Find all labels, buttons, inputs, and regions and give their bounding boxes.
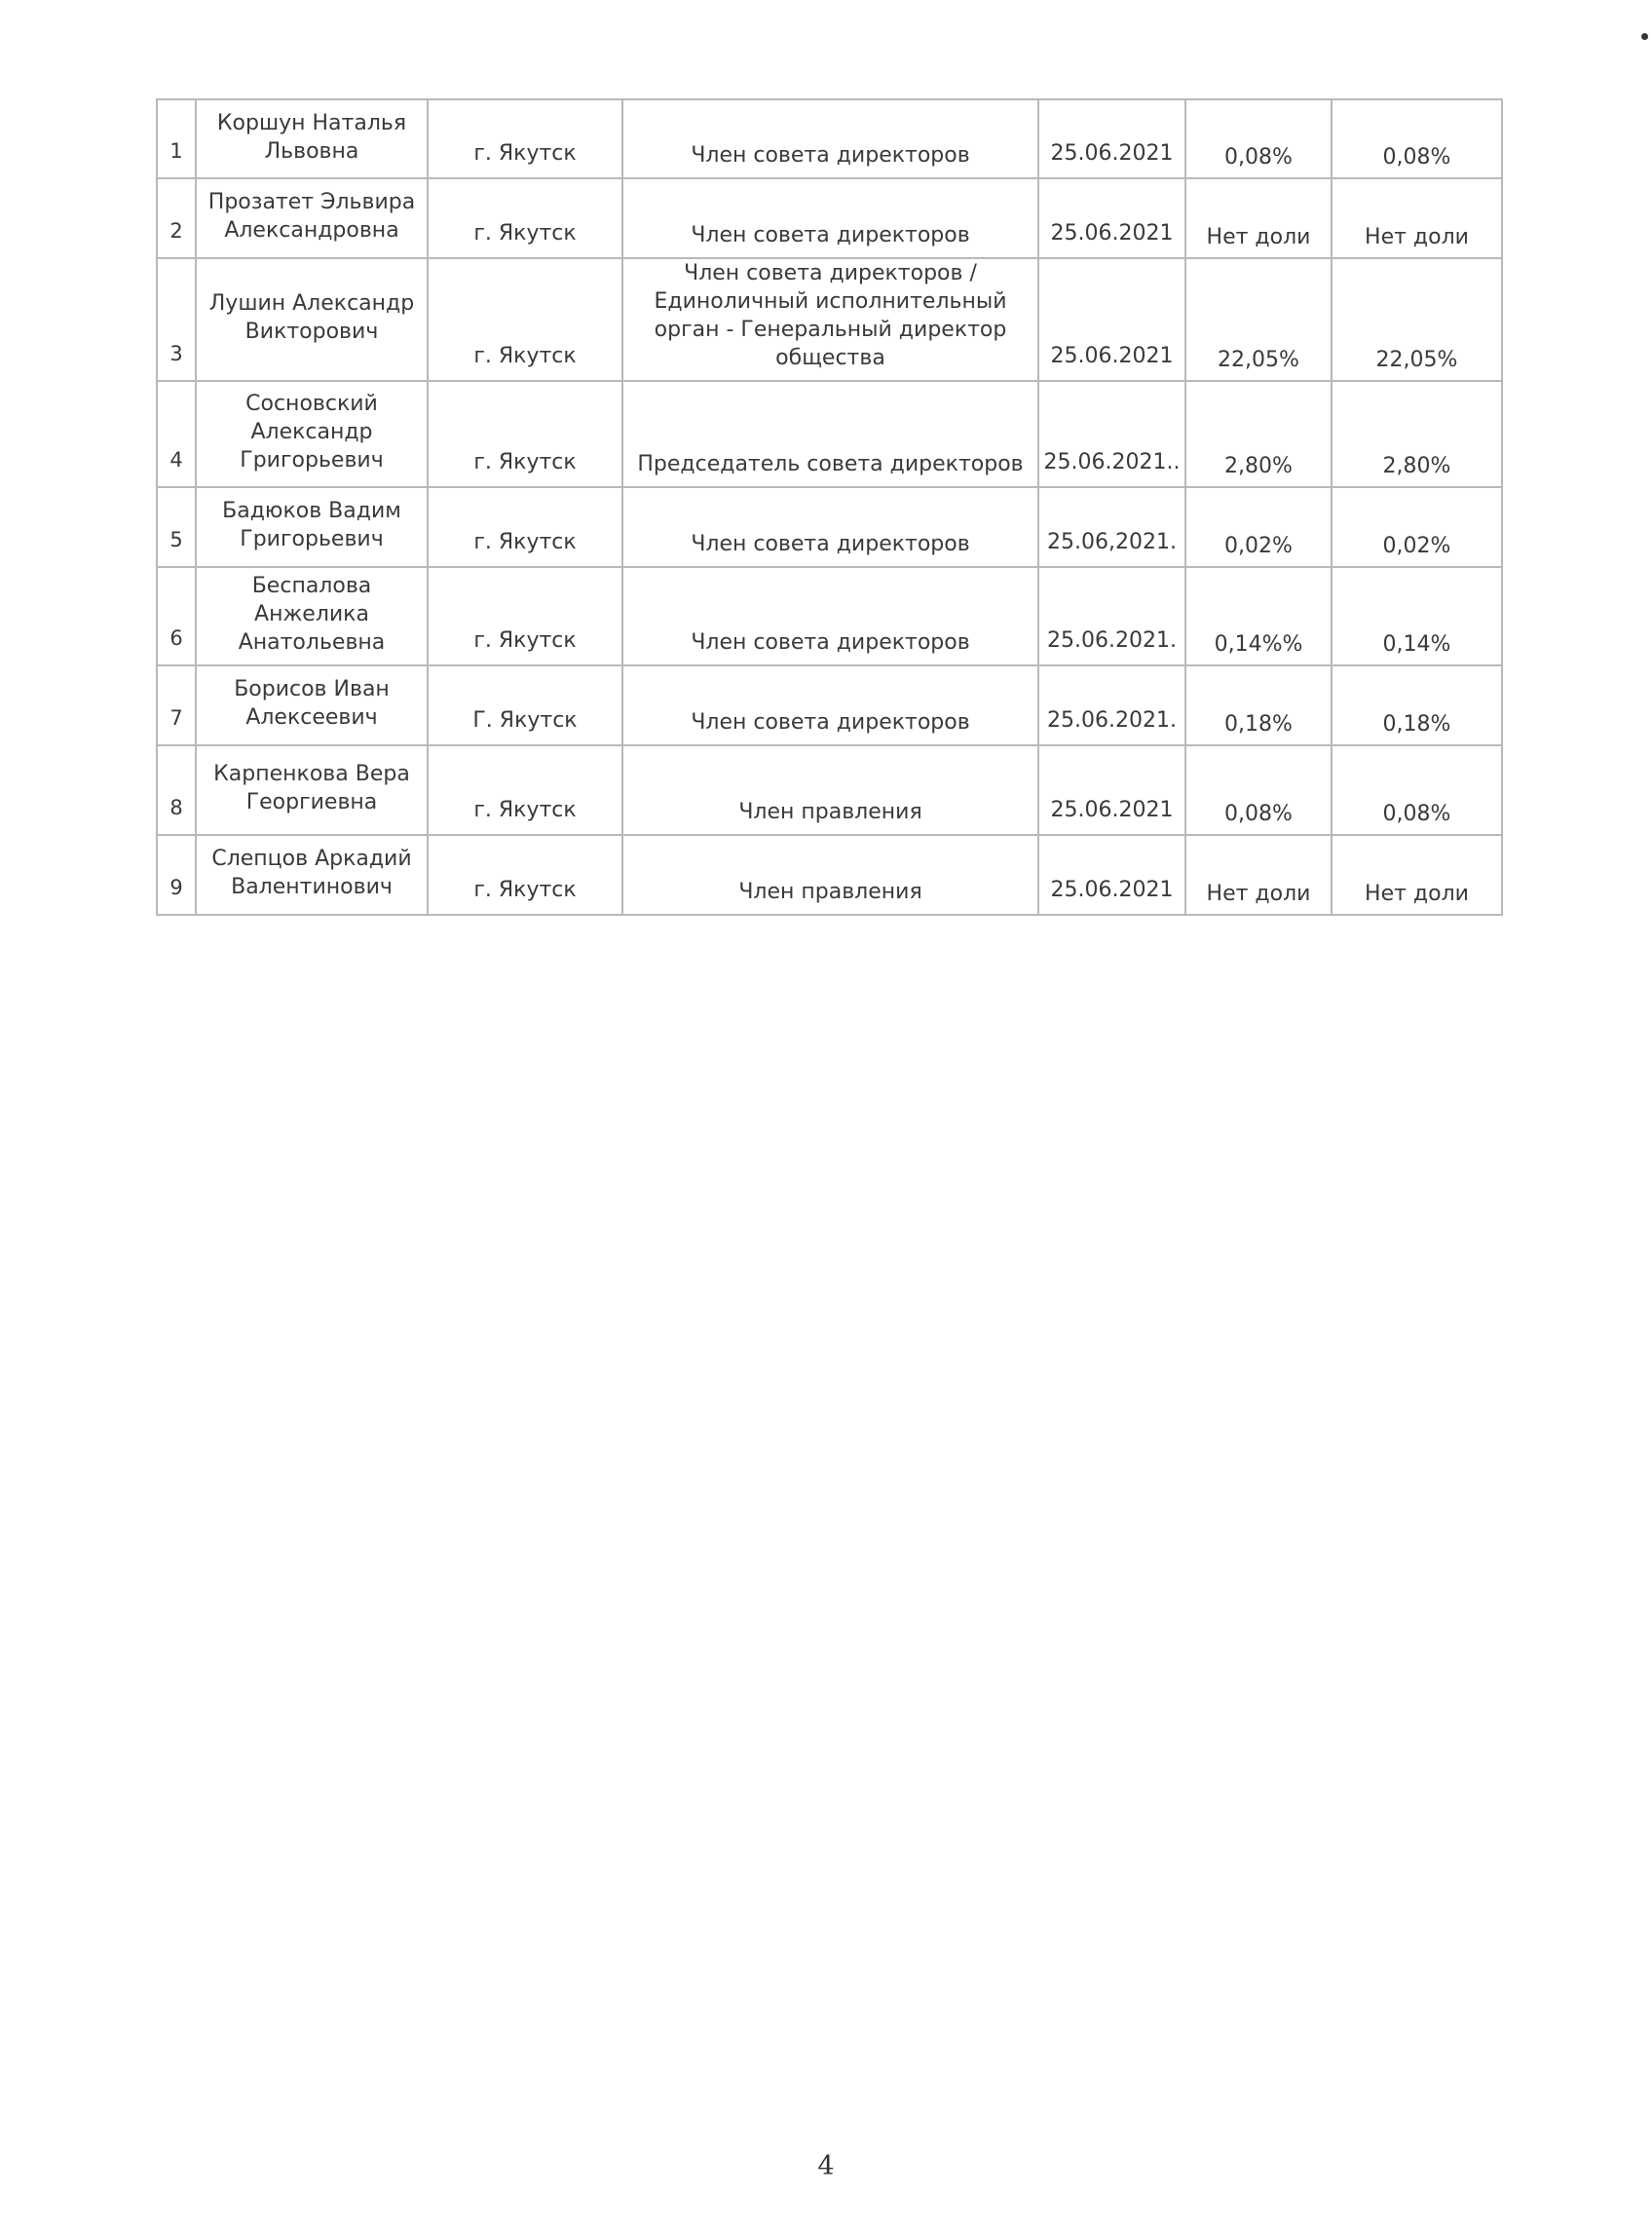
row-number: 4 <box>157 381 196 487</box>
table-row <box>157 381 1502 487</box>
person-name: Слепцов Аркадий Валентинович <box>196 835 428 915</box>
row-number: 8 <box>157 745 196 835</box>
person-city: г. Якутск <box>428 178 622 258</box>
share-capital: 2,80% <box>1185 381 1332 487</box>
affiliated-persons-table <box>156 98 1503 916</box>
basis-date: 25.06.2021 <box>1038 258 1185 381</box>
person-role: Член совета директоров <box>622 178 1038 258</box>
person-name: Бадюков Вадим Григорьевич <box>196 487 428 567</box>
person-city: г. Якутск <box>428 381 622 487</box>
person-city: г. Якутск <box>428 487 622 567</box>
person-name: Лушин Александр Викторович <box>196 258 428 381</box>
person-role: Член правления <box>622 745 1038 835</box>
basis-date: 25.06.2021. <box>1038 665 1185 745</box>
row-number: 2 <box>157 178 196 258</box>
person-city: Г. Якутск <box>428 665 622 745</box>
person-role: Член совета директоров / Единоличный исполнительный орган - Генеральный директор общества <box>622 258 1038 381</box>
table-row <box>157 567 1502 665</box>
share-shares: 0,08% <box>1332 99 1502 178</box>
person-role: Член правления <box>622 835 1038 915</box>
share-shares: Нет доли <box>1332 835 1502 915</box>
person-name: Сосновский Александр Григорьевич <box>196 381 428 487</box>
share-capital: 0,18% <box>1185 665 1332 745</box>
share-shares: 22,05% <box>1332 258 1502 381</box>
basis-date: 25.06.2021.. <box>1038 381 1185 487</box>
scan-speck <box>1641 33 1648 40</box>
share-shares: 0,18% <box>1332 665 1502 745</box>
table-row <box>157 665 1502 745</box>
person-city: г. Якутск <box>428 99 622 178</box>
basis-date: 25.06,2021. <box>1038 487 1185 567</box>
row-number: 5 <box>157 487 196 567</box>
share-capital: 0,02% <box>1185 487 1332 567</box>
person-role: Член совета директоров <box>622 487 1038 567</box>
row-number: 1 <box>157 99 196 178</box>
person-role: Председатель совета директоров <box>622 381 1038 487</box>
person-city: г. Якутск <box>428 567 622 665</box>
share-capital: 0,08% <box>1185 745 1332 835</box>
person-city: г. Якутск <box>428 258 622 381</box>
share-capital: 0,14%% <box>1185 567 1332 665</box>
person-city: г. Якутск <box>428 835 622 915</box>
basis-date: 25.06.2021 <box>1038 745 1185 835</box>
person-role: Член совета директоров <box>622 567 1038 665</box>
table-row <box>157 745 1502 835</box>
row-number: 6 <box>157 567 196 665</box>
share-shares: 0,08% <box>1332 745 1502 835</box>
share-shares: 2,80% <box>1332 381 1502 487</box>
basis-date: 25.06.2021. <box>1038 567 1185 665</box>
share-capital: Нет доли <box>1185 835 1332 915</box>
person-name: Карпенкова Вера Георгиевна <box>196 745 428 835</box>
basis-date: 25.06.2021 <box>1038 178 1185 258</box>
row-number: 7 <box>157 665 196 745</box>
row-number: 3 <box>157 258 196 381</box>
person-name: Беспалова Анжелика Анатольевна <box>196 567 428 665</box>
table-row <box>157 178 1502 258</box>
table-row <box>157 835 1502 915</box>
row-number: 9 <box>157 835 196 915</box>
basis-date: 25.06.2021 <box>1038 835 1185 915</box>
page-number: 4 <box>817 2151 835 2181</box>
share-capital: Нет доли <box>1185 178 1332 258</box>
share-shares: Нет доли <box>1332 178 1502 258</box>
person-name: Прозатет Эльвира Александровна <box>196 178 428 258</box>
table-row <box>157 258 1502 381</box>
share-capital: 22,05% <box>1185 258 1332 381</box>
share-shares: 0,14% <box>1332 567 1502 665</box>
table-row <box>157 99 1502 178</box>
table-row <box>157 487 1502 567</box>
person-role: Член совета директоров <box>622 665 1038 745</box>
person-role: Член совета директоров <box>622 99 1038 178</box>
person-city: г. Якутск <box>428 745 622 835</box>
person-name: Борисов Иван Алексеевич <box>196 665 428 745</box>
person-name: Коршун Наталья Львовна <box>196 99 428 178</box>
share-capital: 0,08% <box>1185 99 1332 178</box>
basis-date: 25.06.2021 <box>1038 99 1185 178</box>
share-shares: 0,02% <box>1332 487 1502 567</box>
